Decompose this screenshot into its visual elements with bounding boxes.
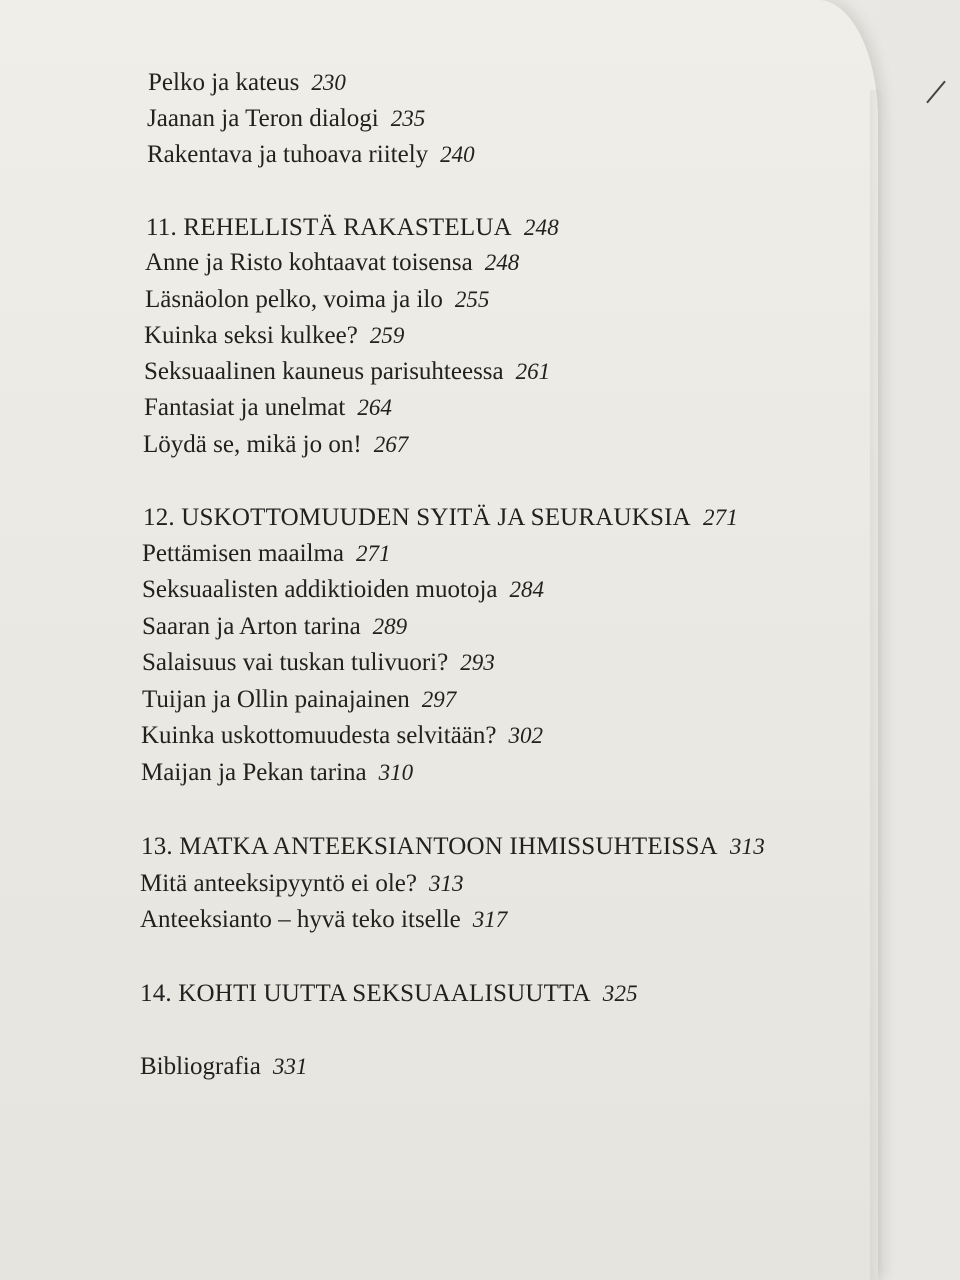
toc-entry: [141, 721, 543, 751]
toc-entry-page: 271: [702, 505, 739, 530]
toc-entry-title: 12. USKOTTOMUUDEN SYITÄ JA SEURAUKSIA: [143, 504, 691, 531]
toc-entry-page: 255: [454, 287, 490, 312]
toc-entry-page: 264: [357, 395, 392, 420]
toc-entry-page: 331: [272, 1054, 308, 1079]
toc-entry-page: 313: [429, 871, 464, 896]
toc-entry-title: Seksuaalisten addiktioiden muotoja: [142, 576, 498, 603]
toc-entry: [141, 758, 413, 788]
toc-entry-title: Bibliografia: [140, 1053, 261, 1080]
toc-entry-title: Saaran ja Arton tarina: [142, 613, 361, 640]
toc-entry-page: 240: [440, 142, 475, 167]
toc-entry-title: Maijan ja Pekan tarina: [141, 759, 367, 786]
toc-entry: [140, 905, 507, 935]
toc-entry: [143, 430, 408, 460]
toc-entry: [142, 685, 456, 715]
toc-entry-page: 325: [602, 981, 638, 1006]
toc-entry: [144, 357, 550, 387]
toc-entry-title: 14. KOHTI UUTTA SEKSUAALISUUTTA: [140, 980, 591, 1007]
toc-entry: [147, 104, 425, 134]
toc-entry-page: 267: [373, 432, 409, 457]
toc-entry-page: 235: [390, 106, 426, 131]
toc-entry-page: 230: [311, 70, 346, 95]
toc-entry-page: 293: [460, 650, 495, 675]
toc-entry: [147, 140, 475, 170]
toc-entry: [144, 321, 404, 351]
toc-entry-page: 271: [356, 541, 391, 566]
toc-entry-title: Mitä anteeksipyyntö ei ole?: [140, 870, 418, 897]
toc-entry-title: Fantasiat ja unelmat: [144, 394, 346, 421]
toc-entry: [142, 648, 495, 678]
toc-entry-page: 248: [484, 250, 520, 275]
toc-chapter-heading: [146, 213, 559, 243]
toc-entry: [145, 248, 519, 278]
toc-entry: [144, 393, 392, 423]
toc-entry: [142, 612, 407, 642]
toc-entry-page: 261: [515, 359, 551, 384]
toc-entry: [140, 869, 464, 899]
toc-chapter-heading: [141, 832, 765, 862]
toc-entry-title: Anteeksianto – hyvä teko itselle: [140, 906, 461, 933]
toc-chapter-heading: [143, 503, 738, 533]
toc-entry-title: 13. MATKA ANTEEKSIANTOON IHMISSUHTEISSA: [141, 833, 718, 860]
toc-entry-title: Anne ja Risto kohtaavat toisensa: [145, 249, 473, 276]
toc-entry-title: Jaanan ja Teron dialogi: [147, 105, 379, 132]
toc-entry-title: Kuinka uskottomuudesta selvitään?: [141, 722, 497, 749]
toc-entry-page: 302: [508, 723, 543, 748]
toc-entry-title: Läsnäolon pelko, voima ja ilo: [145, 286, 443, 313]
toc-entry-title: 11. REHELLISTÄ RAKASTELUA: [146, 214, 512, 241]
toc-entry-title: Seksuaalinen kauneus parisuhteessa: [144, 358, 504, 385]
toc-entry: [142, 575, 544, 605]
toc-entry-title: Pettämisen maailma: [142, 540, 345, 567]
toc-entry-title: Löydä se, mikä jo on!: [143, 431, 362, 458]
toc-entry-page: 310: [378, 760, 414, 785]
toc-entry-title: Kuinka seksi kulkee?: [144, 322, 358, 349]
toc-entry: [142, 539, 391, 569]
toc-entry-title: Salaisuus vai tuskan tulivuori?: [142, 649, 449, 676]
toc-entry: [145, 285, 489, 315]
toc-entry-title: Tuijan ja Ollin painajainen: [142, 686, 410, 713]
toc-chapter-heading: [140, 979, 638, 1009]
toc-entry-page: 313: [729, 834, 765, 859]
toc-entry-bibliography: [140, 1052, 307, 1082]
toc-entry-page: 259: [369, 323, 405, 348]
toc-entry-title: Pelko ja kateus: [148, 69, 300, 96]
toc-entry-page: 284: [509, 577, 544, 602]
toc-entry-page: 297: [421, 687, 457, 712]
toc-entry-page: 248: [523, 215, 559, 240]
toc-entry: [148, 68, 346, 98]
toc-entry-page: 317: [472, 907, 508, 932]
toc-entry-title: Rakentava ja tuhoava riitely: [147, 141, 429, 168]
toc-entry-page: 289: [372, 614, 408, 639]
